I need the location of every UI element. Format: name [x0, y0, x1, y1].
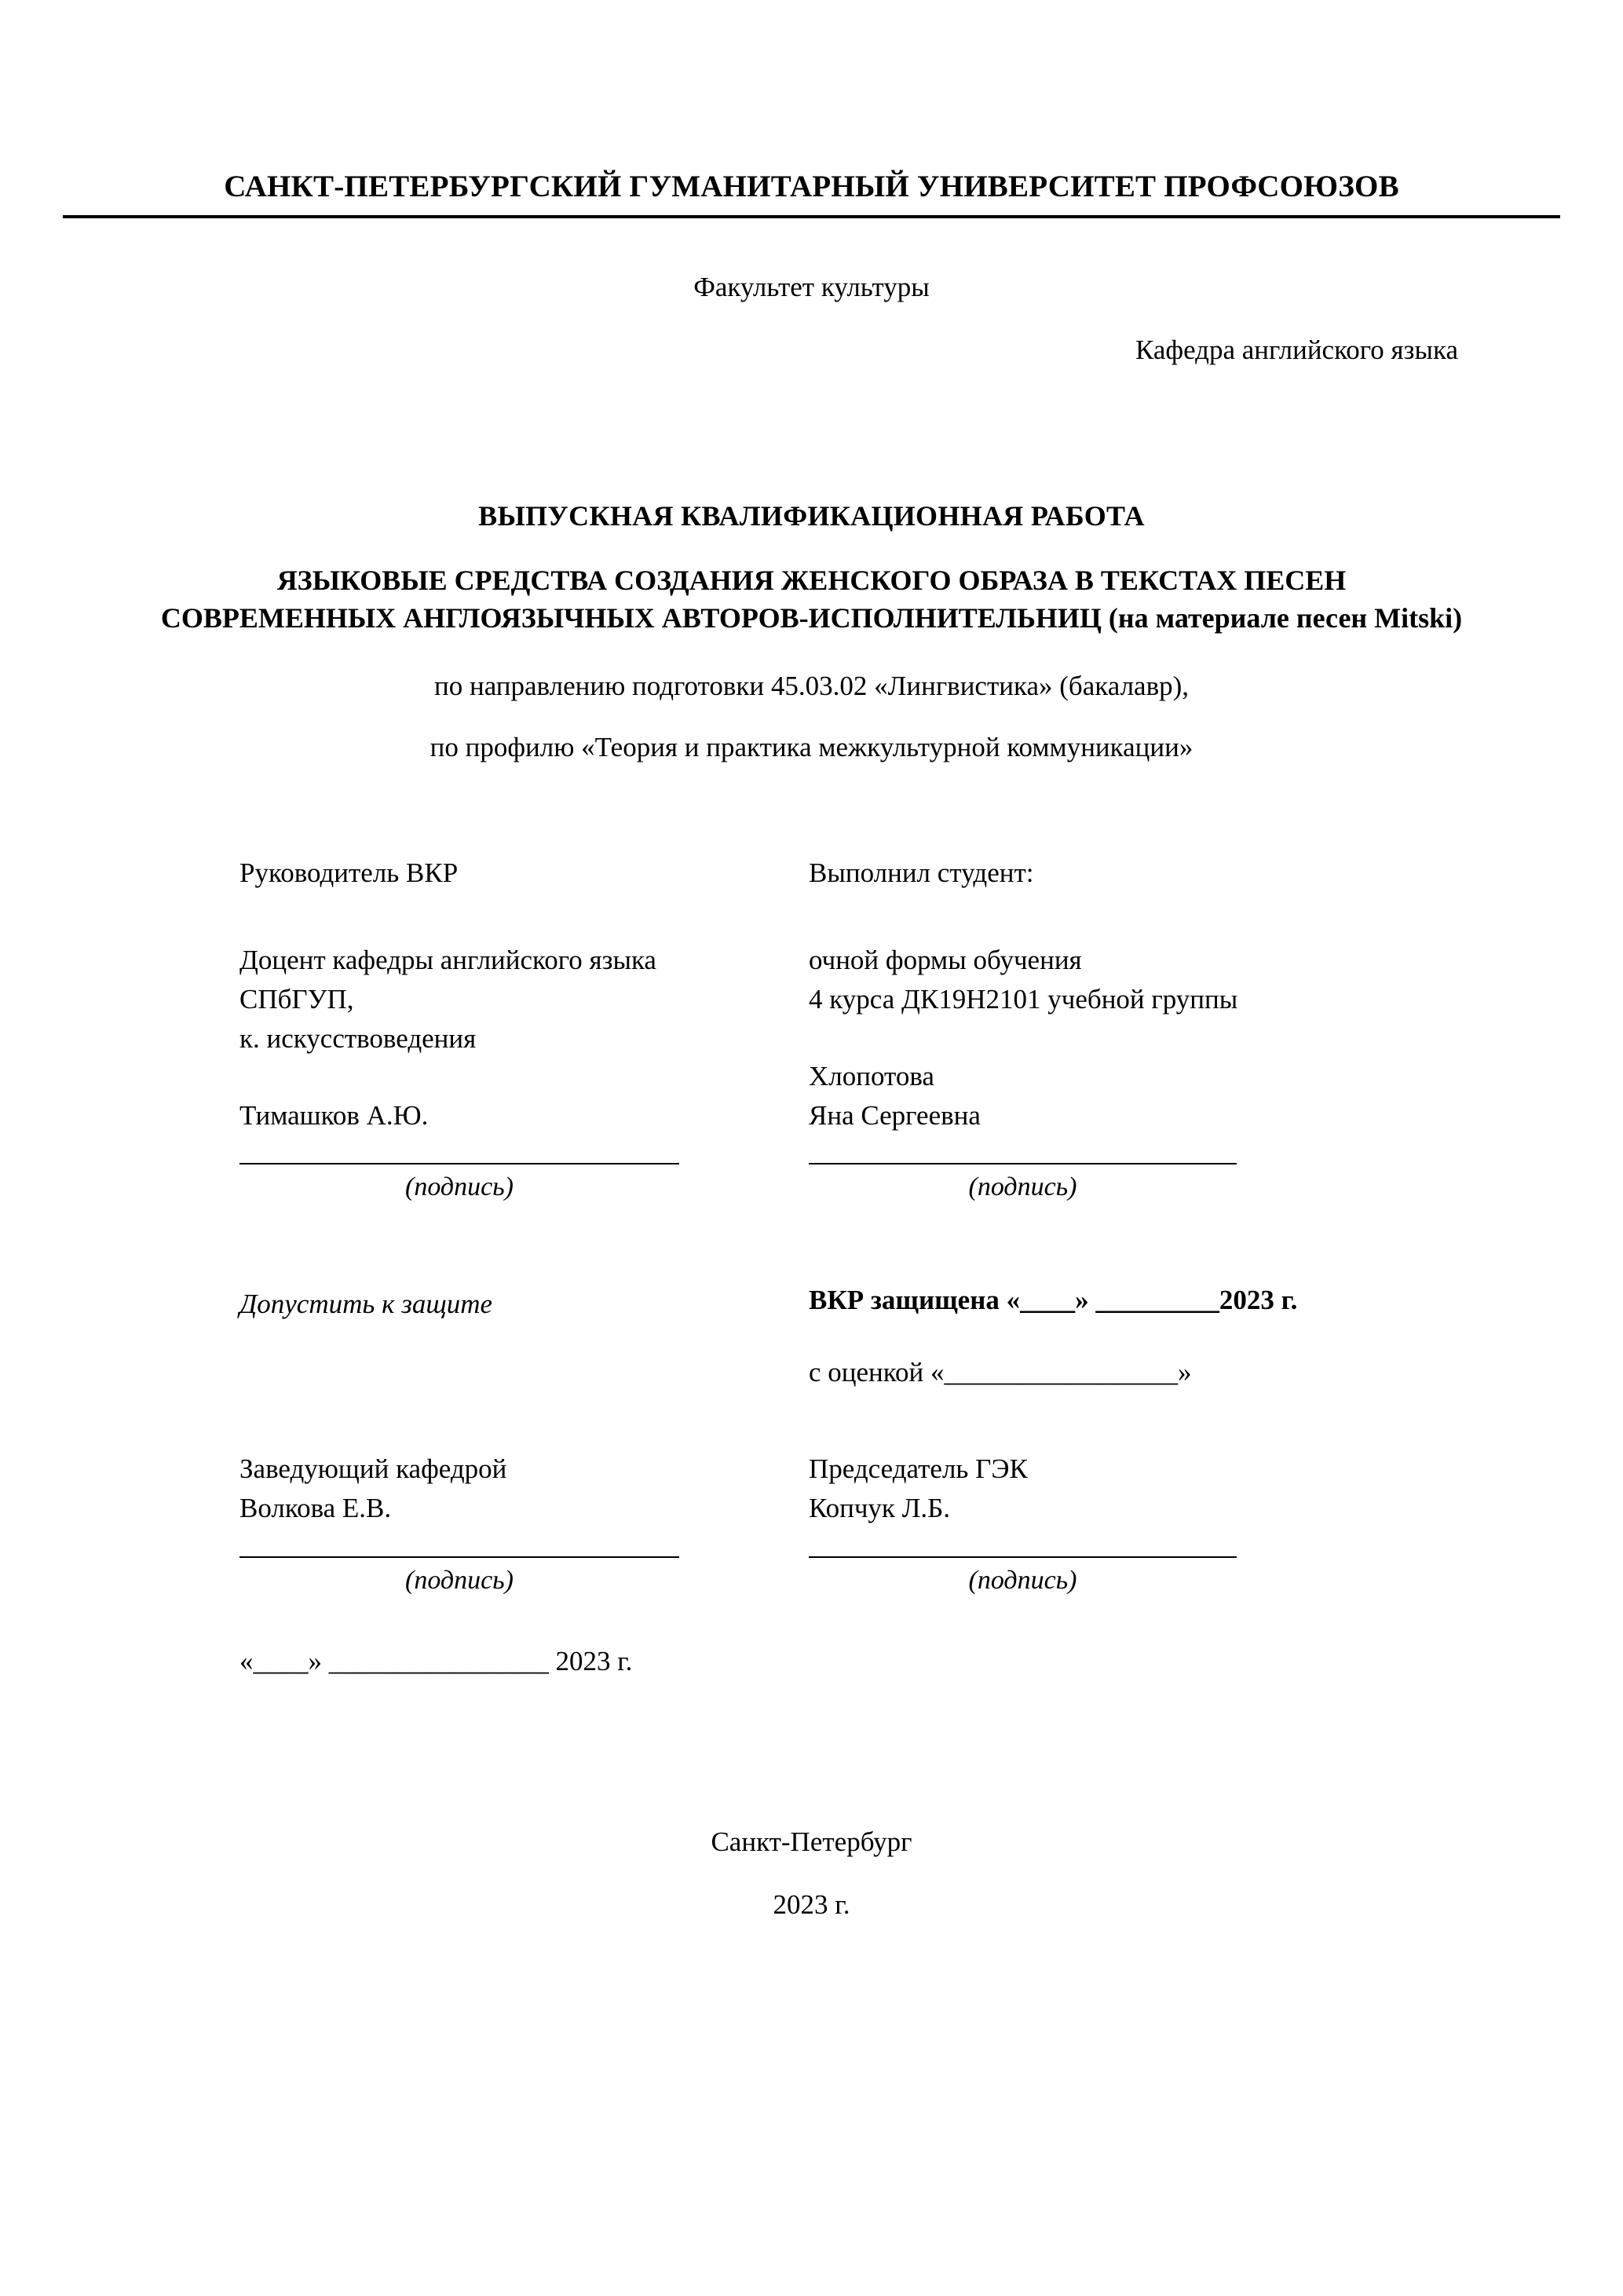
- year-label: 2023 г.: [773, 1888, 850, 1920]
- head-signature-caption: (подпись): [405, 1565, 514, 1595]
- supervisor-position-line1: Доцент кафедры английского языка: [239, 945, 656, 976]
- university-name: САНКТ-ПЕТЕРБУРГСКИЙ ГУМАНИТАРНЫЙ УНИВЕРСИТЕТ ПРОФСОЮЗОВ: [224, 170, 1399, 203]
- profile-line: по профилю «Теория и практика межкультурной коммуникации»: [430, 731, 1193, 762]
- head-role: Заведующий кафедрой: [239, 1453, 507, 1485]
- supervisor-signature-line: [239, 1163, 679, 1164]
- student-column: [801, 854, 1486, 1202]
- head-name: Волкова Е.В.: [239, 1492, 392, 1523]
- student-given-name: Яна Сергеевна: [809, 1099, 981, 1131]
- student-signature-line: [809, 1163, 1237, 1164]
- chair-name: Копчук Л.Б.: [809, 1492, 951, 1523]
- chair-role: Председатель ГЭК: [809, 1453, 1028, 1485]
- supervisor-position-line3: к. искусствоведения: [239, 1022, 477, 1054]
- direction-line: по направлению подготовки 45.03.02 «Лингвистика» (бакалавр),: [434, 670, 1189, 701]
- work-title: ЯЗЫКОВЫЕ СРЕДСТВА СОЗДАНИЯ ЖЕНСКОГО ОБРАЗА В ТЕКСТАХ ПЕСЕН СОВРЕМЕННЫХ АНГЛОЯЗЫЧНЫХ АВТОРОВ-ИСПОЛНИТЕЛЬНИЦ (на материале песен Mitski): [160, 565, 1463, 634]
- admit-label: Допустить к защите: [239, 1289, 493, 1320]
- supervisor-signature-caption: (подпись): [405, 1172, 514, 1202]
- student-form-line: очной формы обучения: [809, 945, 1082, 976]
- student-surname: Хлопотова: [809, 1060, 934, 1091]
- head-signature-line: [239, 1556, 679, 1558]
- work-type: ВЫПУСКНАЯ КВАЛИФИКАЦИОННАЯ РАБОТА: [478, 500, 1145, 532]
- faculty-name: Факультет культуры: [693, 272, 930, 302]
- student-group-line: 4 курса ДК19Н2101 учебной группы: [809, 984, 1238, 1015]
- signature-area: [137, 854, 1486, 1202]
- department-name: Кафедра английского языка: [1135, 335, 1458, 365]
- defense-column: [801, 1285, 1486, 1388]
- supervisor-name: Тимашков А.Ю.: [239, 1099, 429, 1131]
- student-role-label: Выполнил студент:: [809, 857, 1034, 888]
- title-block: [137, 499, 1486, 763]
- admission-defense-block: [137, 1285, 1486, 1388]
- student-signature-caption: (подпись): [968, 1172, 1077, 1202]
- chair-column: [801, 1450, 1486, 1595]
- admission-column: [137, 1285, 801, 1388]
- supervisor-position-line2: СПбГУП,: [239, 984, 354, 1015]
- header-divider: [63, 215, 1560, 218]
- chair-signature-caption: (подпись): [968, 1565, 1077, 1595]
- defense-date-label: ВКР защищена «____» _________2023 г.: [809, 1285, 1298, 1316]
- head-chair-block: [137, 1450, 1486, 1595]
- chair-signature-line: [809, 1556, 1237, 1558]
- defense-grade-line: с оценкой «_________________»: [809, 1357, 1192, 1388]
- supervisor-column: [137, 854, 801, 1202]
- city-name: Санкт-Петербург: [711, 1826, 912, 1857]
- head-column: [137, 1450, 801, 1595]
- admission-date-line: «____» ________________ 2023 г.: [239, 1645, 633, 1676]
- supervisor-role-label: Руководитель ВКР: [239, 857, 459, 888]
